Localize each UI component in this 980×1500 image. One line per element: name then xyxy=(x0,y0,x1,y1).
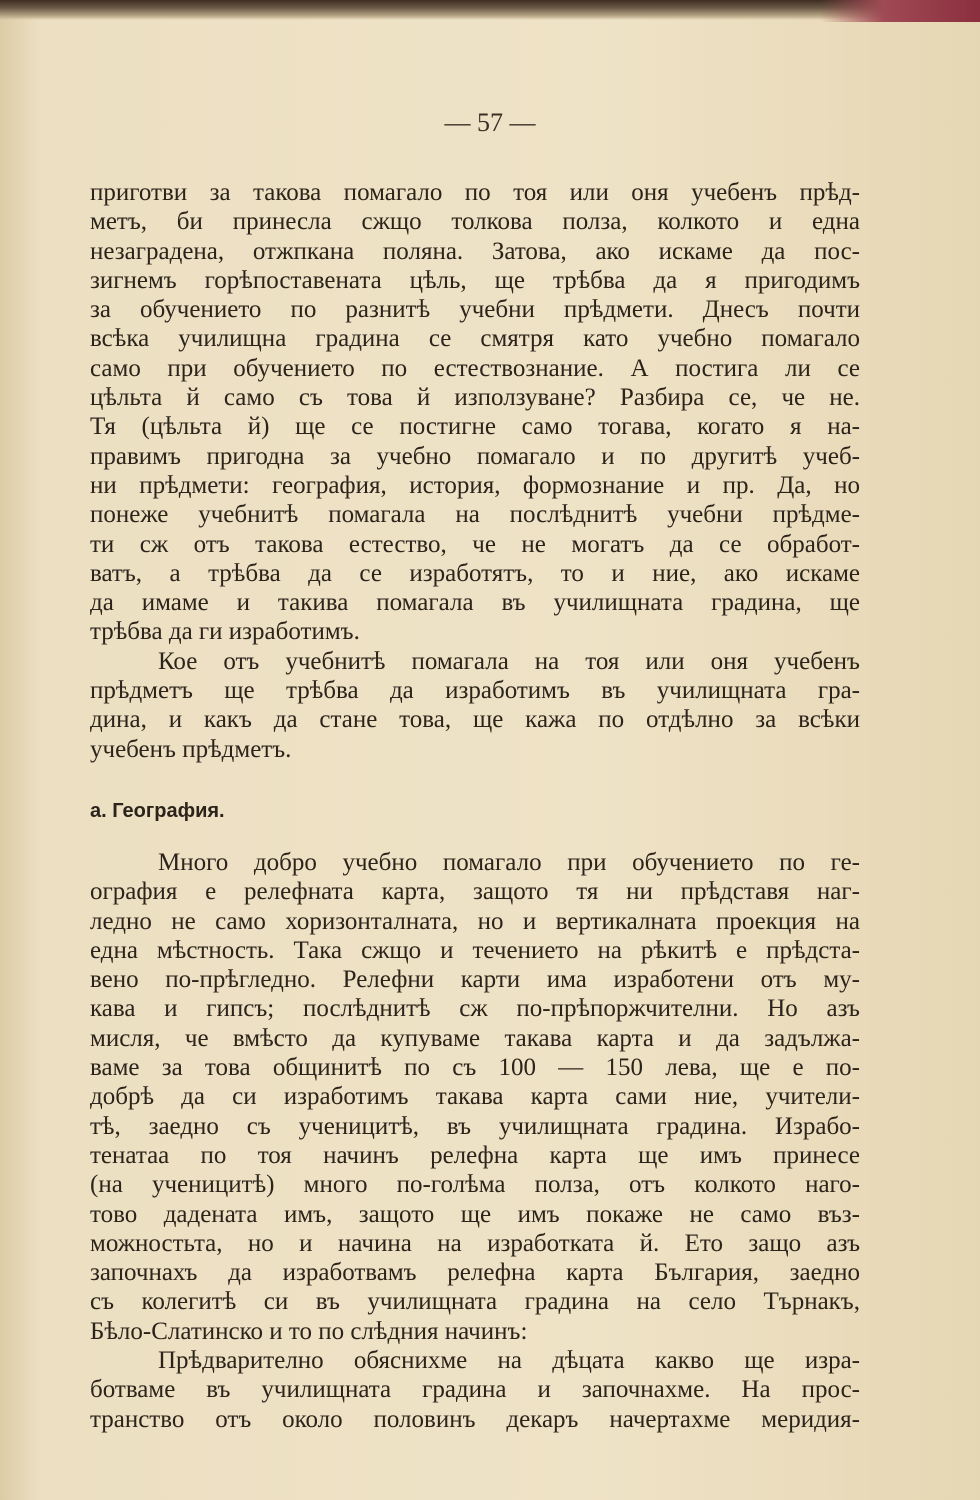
text-line: Тя (цѣльта й) ще се постигне само тогава, когато я на- xyxy=(90,413,860,441)
book-top-edge xyxy=(0,0,980,20)
page-number: — 57 — xyxy=(444,108,536,137)
text-line: Прѣдварително обяснихме на дѣцата какво ще изра- xyxy=(158,1347,860,1375)
text-line: ография е релефната карта, защото тя ни прѣдставя наг- xyxy=(90,878,860,906)
text-line: зигнемъ горѣпоставената цѣль, ще трѣбва да я пригодимъ xyxy=(90,266,860,294)
text-line: ти сж отъ такова естество, че не могатъ да се обработ- xyxy=(90,530,860,558)
text-line: започнахъ да изработвамъ релефна карта България, заедно xyxy=(90,1259,860,1287)
text-line: метъ, би принесла сжщо толкова полза, колкото и една xyxy=(90,208,860,236)
text-line: ватъ, а трѣбва да се изработятъ, то и ние, ако искаме xyxy=(90,559,860,587)
text-line: незаградена, отжпкана поляна. Затова, ако искаме да пос- xyxy=(90,237,860,265)
text-line: съ колегитѣ си въ училищната градина на село Търнакъ, xyxy=(90,1288,860,1316)
text-line: правимъ пригодна за учебно помагало и по другитѣ учеб- xyxy=(90,442,860,470)
text-line: за обучението по разнитѣ учебни прѣдмети. Днесъ почти xyxy=(90,296,860,324)
text-line: (на ученицитѣ) много по-голѣма полза, отъ колкото наго- xyxy=(90,1171,860,1199)
text-line: Бѣло-Слатинско и то по слѣдния начинъ: xyxy=(90,1317,528,1345)
section-heading: а. География. xyxy=(90,800,225,822)
text-line: една мѣстность. Така сжщо и течението на рѣкитѣ е прѣдста- xyxy=(90,936,860,964)
text-line: трѣбва да ги изработимъ. xyxy=(90,618,360,646)
text-line: добрѣ да си изработимъ такава карта сами ние, учители- xyxy=(90,1083,860,1111)
text-line: тѣ, заедно съ ученицитѣ, въ училищната градина. Израбо- xyxy=(90,1112,860,1140)
text-line: ваме за това общинитѣ по съ 100 — 150 лева, ще е по- xyxy=(90,1054,860,1082)
text-line: приготви за такова помагало по тоя или оня учебенъ прѣд- xyxy=(90,179,860,206)
text-line: понеже учебнитѣ помагала на послѣднитѣ учебни прѣдме- xyxy=(90,501,860,529)
text-line: ботваме въ училищната градина и започнахме. На прос- xyxy=(90,1376,860,1404)
text-line: вено по-прѣгледно. Релефни карти има изработени отъ му- xyxy=(90,966,860,994)
text-line: прѣдметъ ще трѣбва да изработимъ въ училищната гра- xyxy=(90,677,860,705)
section-intro xyxy=(90,178,860,764)
section-geography xyxy=(90,848,860,1434)
text-line: мисля, че вмѣсто да купуваме такава карта и да задължа- xyxy=(90,1024,860,1052)
text-line: кава и гипсъ; послѣднитѣ сж по-прѣпоржчителни. Но азъ xyxy=(90,995,860,1023)
cover-stain xyxy=(820,0,980,22)
text-line: тово дадената имъ, защото ще имъ покаже не само въз- xyxy=(90,1200,860,1228)
text-line: всѣка училищна градина се смятря като учебно помагало xyxy=(90,325,860,353)
text-line: учебенъ прѣдметъ. xyxy=(90,735,292,763)
text-line: само при обучението по естествознание. А постига ли се xyxy=(90,354,860,382)
text-line: да имаме и такива помагала въ училищната градина, ще xyxy=(90,589,860,617)
text-line: можностьта, но и начина на изработката й. Ето защо азъ xyxy=(90,1229,860,1257)
text-line: Кое отъ учебнитѣ помагала на тоя или оня учебенъ xyxy=(158,647,860,675)
text-line: Много добро учебно помагало при обучението по ге- xyxy=(158,849,860,876)
text-line: дина, и какъ да стане това, ще кажа по отдѣлно за всѣки xyxy=(90,706,860,734)
text-line: ледно не само хоризонталната, но и вертикалната проекция на xyxy=(90,907,860,935)
text-line: цѣльта й само съ това й използуване? Разбира се, че не. xyxy=(90,384,860,412)
text-line: транство отъ около половинъ декаръ начертахме меридия- xyxy=(90,1405,860,1433)
text-line: ни прѣдмети: география, история, формознание и пр. Да, но xyxy=(90,471,860,499)
text-line: тенатаа по тоя начинъ релефна карта ще имъ принесе xyxy=(90,1141,860,1169)
